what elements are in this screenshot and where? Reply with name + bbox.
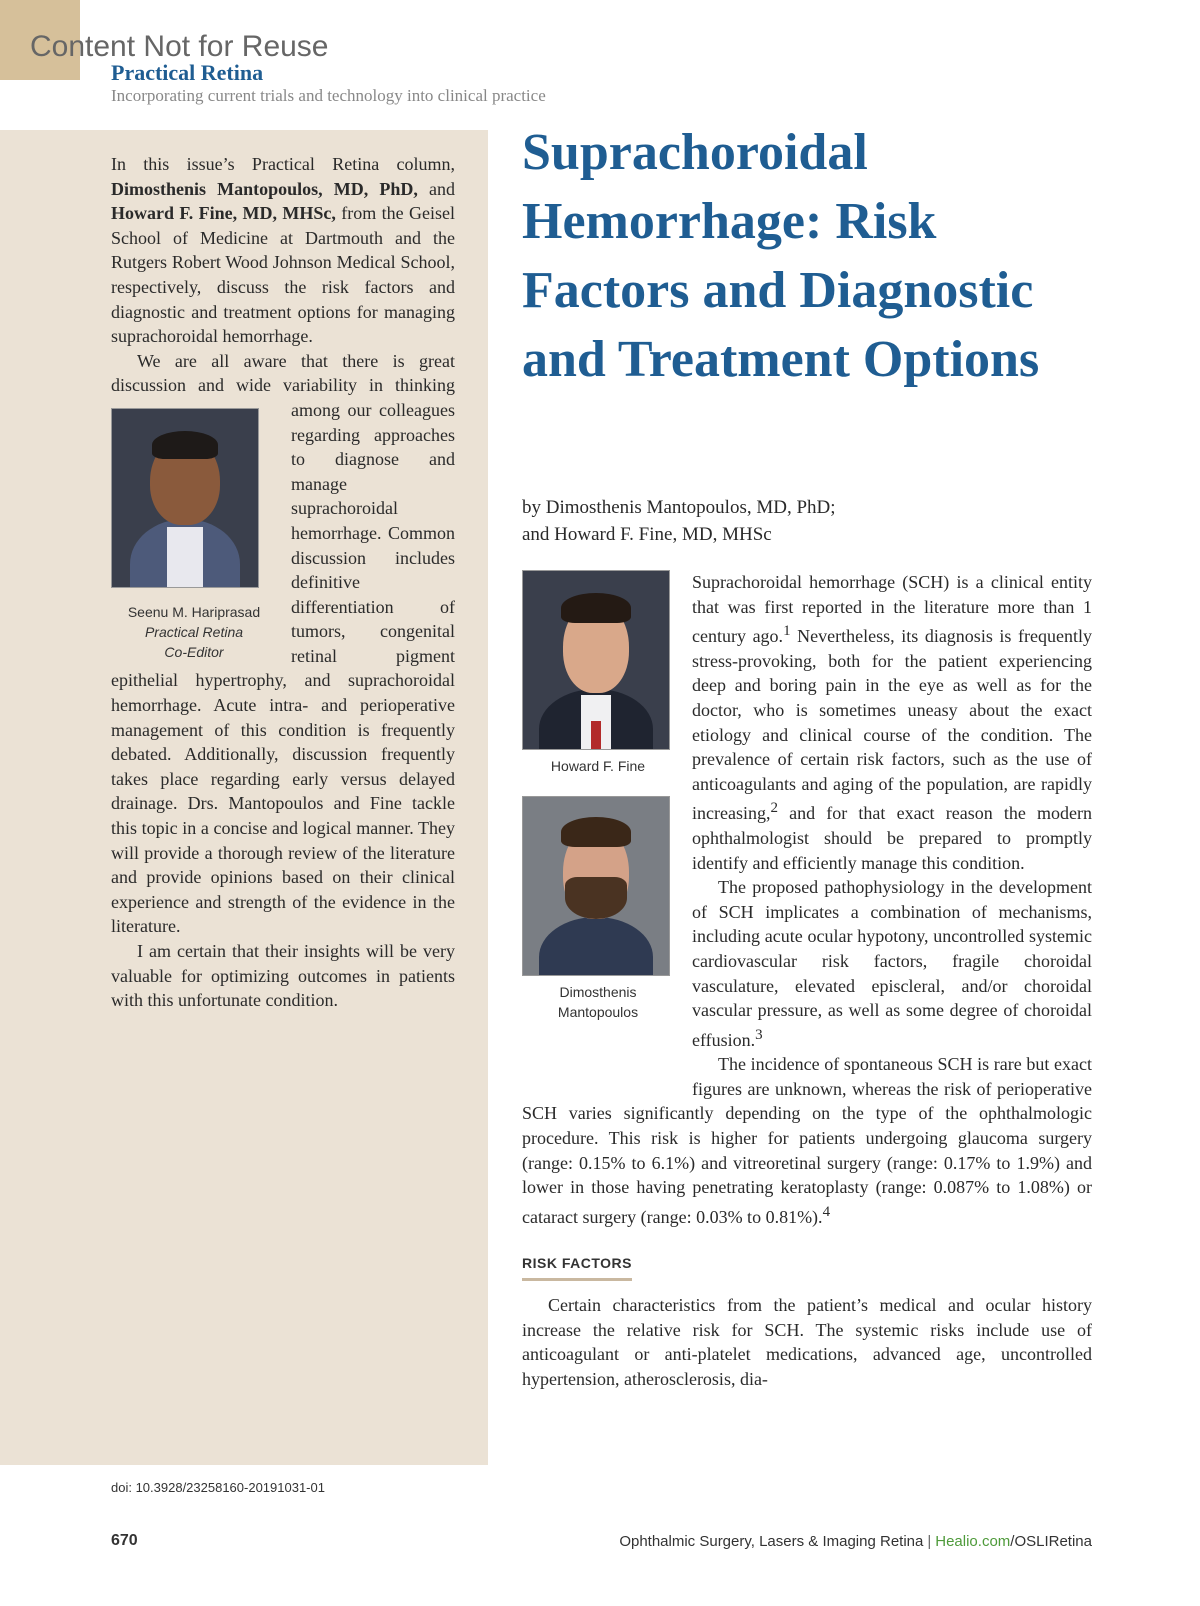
body-text-run: and for that exact reason the modern ophthalmologist should be prepared to promptly identify and efficiently manage this condition. bbox=[692, 803, 1092, 873]
section-heading: RISK FACTORS bbox=[522, 1251, 632, 1281]
photo-column-space bbox=[522, 570, 692, 1090]
body-text-run: The incidence of spontaneous SCH is rare but exact figures are unknown, whereas the risk of perioperative SCH varies significantly depending on the type of the ophthalmologic procedure. This risk is higher for patients undergoing glaucoma surgery (range: 0.15% to 6.1%) and vitreoretinal surgery (range: 0.17% to 1.9%) and lower in those having penetrating keratoplasty (range: 0.087% to 1.08%) or cataract surgery (range: 0.03% to 0.81%). bbox=[522, 1054, 1092, 1227]
reference-mark: 1 bbox=[783, 623, 791, 640]
byline bbox=[522, 494, 836, 548]
body-text-run: Nevertheless, its diagnosis is frequently stress-provoking, both for the patient experiencing deep and boring pain in the eye as well as for the doctor, who is sometimes uneasy about the exact etiology and clinical course of the condition. The prevalence of certain risk factors, such as the use of anticoagulants and aging of the population, are rapidly increasing, bbox=[692, 626, 1092, 824]
sidebar-text-run: from the Geisel School of Medicine at Dartmouth and the Rutgers Robert Wood Johnson Medical School, respectively, discuss the risk factors and diagnostic and treatment options for managing suprachoroidal hemorrhage. bbox=[111, 203, 455, 347]
editor-photo-caption bbox=[111, 602, 277, 662]
photo-caption-fine: Howard F. Fine bbox=[550, 758, 646, 774]
caption-role: Co-Editor bbox=[164, 643, 224, 660]
sidebar-paragraph bbox=[111, 349, 455, 939]
article-title: Suprachoroidal Hemorrhage: Risk Factors and Diagnostic and Treatment Options bbox=[522, 124, 1040, 388]
caption-name: Seenu M. Hariprasad bbox=[127, 603, 261, 620]
sidebar-text-run: and bbox=[417, 178, 455, 199]
editor-photo bbox=[111, 408, 259, 588]
doi: doi: 10.3928/23258160-20191031-01 bbox=[111, 1480, 325, 1495]
heading-wrap bbox=[522, 1229, 1092, 1293]
sidebar-text-run: In this issue’s Practical Retina column, bbox=[111, 154, 455, 174]
watermark: Content Not for Reuse bbox=[30, 30, 329, 63]
journal-site-path: /OSLIRetina bbox=[1010, 1533, 1092, 1550]
footer-separator: | bbox=[927, 1533, 932, 1550]
article-body bbox=[522, 570, 1092, 1391]
body-paragraph: Certain characteristics from the patient’s medical and ocular history increase the relative risk for SCH. The systemic risks include use of anticoagulant or anti-platelet medications, advanced age, uncontrolled hypertension, atherosclerosis, dia- bbox=[522, 1295, 1092, 1389]
caption-role: Practical Retina bbox=[144, 623, 244, 640]
editor-photo-block bbox=[111, 408, 277, 662]
body-text-run: The proposed pathophysiology in the development of SCH implicates a combination of mechanisms, including acute ocular hypotony, uncontrolled systemic cardiovascular risk factors, fragile choroidal vasculature, elevated episcleral, and/or choroidal vascular pressure, as well as some degree of choroidal effusion. bbox=[692, 877, 1092, 1050]
byline-line: by Dimosthenis Mantopoulos, MD, PhD; bbox=[522, 497, 836, 518]
reference-mark: 3 bbox=[755, 1026, 763, 1043]
sidebar-paragraph bbox=[111, 152, 455, 349]
author-name: Howard F. Fine, MD, MHSc, bbox=[111, 203, 336, 224]
caption-line: Mantopoulos bbox=[557, 1004, 639, 1020]
journal-footer bbox=[619, 1533, 1092, 1550]
reference-mark: 2 bbox=[770, 800, 778, 817]
column-tagline: Incorporating current trials and technology into clinical practice bbox=[111, 86, 546, 105]
author-name: Dimosthenis Mantopoulos, MD, PhD, bbox=[111, 178, 418, 199]
journal-name: Ophthalmic Surgery, Lasers & Imaging Retina bbox=[619, 1533, 924, 1550]
body-text-run: Suprachoroidal hemorrhage (SCH) is a clinical entity that was first reported in the literature more than 1 century ago. bbox=[692, 572, 1092, 647]
sidebar-text bbox=[111, 152, 455, 1013]
reference-mark: 4 bbox=[822, 1203, 831, 1220]
page-number: 670 bbox=[111, 1532, 138, 1549]
sidebar-text-run: thinking among our colleagues regarding approaches to diagnose and manage suprachoroidal hemorrhage. Common discussion includes definitive differentiation of tumors, congenital retinal pigment epithelial hypertrophy, and suprachoroidal hemorrhage. Acute intra- and perioperative management of this condition is frequently debated. Additionally, discussion frequently takes place regarding early versus delayed drainage. Drs. Mantopoulos and Fine tackle this topic in a concise and logical manner. They will provide a thorough review of the literature and provide opinions based on their clinical experience and strength of the evidence in the literature. bbox=[111, 375, 455, 937]
journal-site-link[interactable]: Healio.com bbox=[935, 1533, 1011, 1550]
column-name: Practical Retina bbox=[111, 60, 264, 85]
caption-line: Dimosthenis bbox=[559, 984, 637, 1000]
sidebar-paragraph: I am certain that their insights will be very valuable for optimizing outcomes in patients with this unfortunate condition. bbox=[111, 941, 455, 1011]
byline-line: and Howard F. Fine, MD, MHSc bbox=[522, 524, 772, 545]
sidebar-text-run: We are all aware that there is great discussion and wide variability in bbox=[111, 350, 455, 396]
